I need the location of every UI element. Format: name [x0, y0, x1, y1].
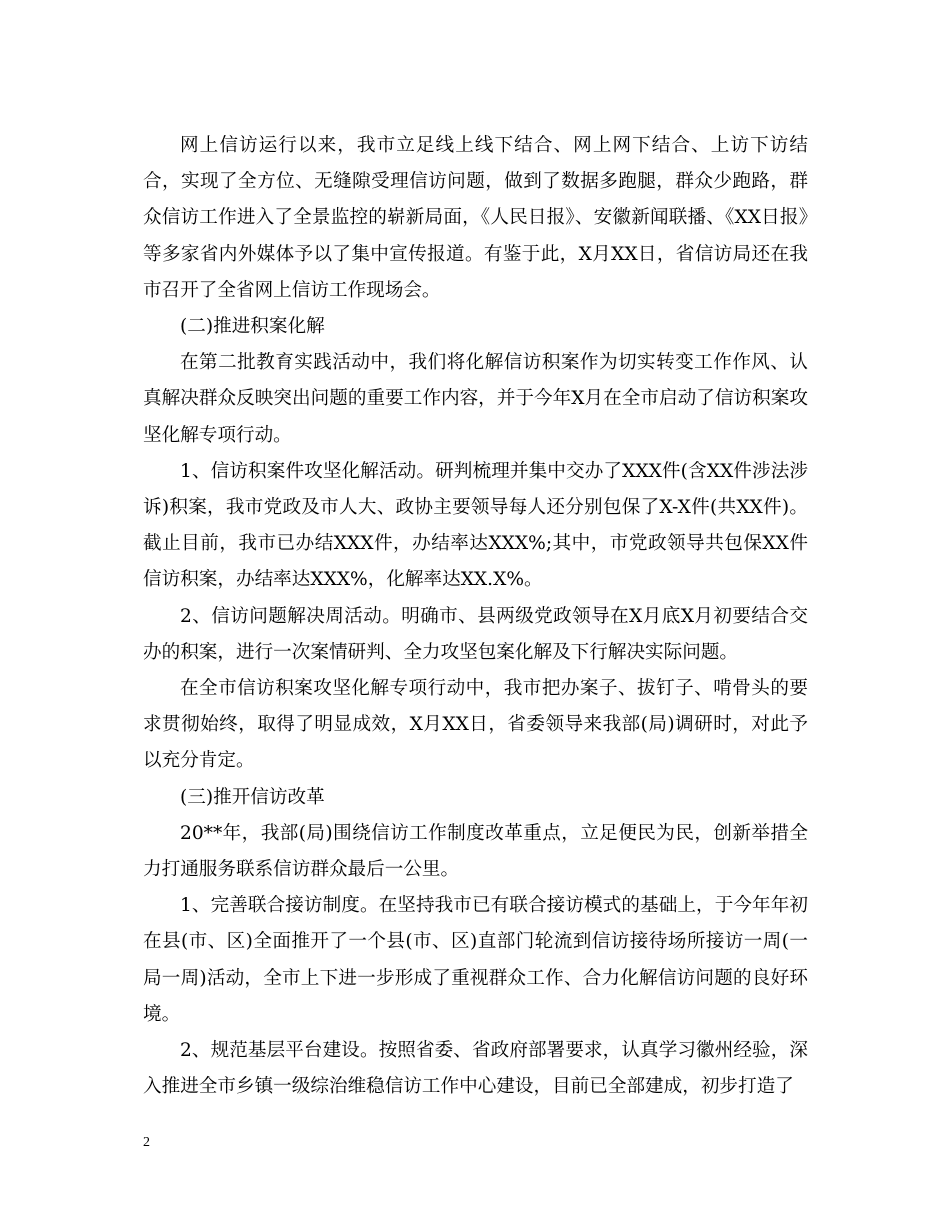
paragraph: 在全市信访积案攻坚化解专项行动中，我市把办案子、拔钉子、啃骨头的要求贯彻始终，取得了明显成效，X月XX日，省委领导来我部(局)调研时，对此予以充分肯定。: [143, 678, 808, 772]
section-heading: (二)推进积案化解: [180, 316, 325, 338]
paragraph: 20**年，我部(局)围绕信访工作制度改革重点，立足便民为民，创新举措全力打通服务联系信访群众最后一公里。: [143, 822, 808, 881]
paragraph: 在第二批教育实践活动中，我们将化解信访积案作为切实转变工作作风、认真解决群众反映突出问题的重要工作内容，并于今年X月在全市启动了信访积案攻坚化解专项行动。: [143, 352, 808, 446]
paragraph: 2、规范基层平台建设。按照省委、省政府部署要求，认真学习徽州经验，深入推进全市乡镇一级综治维稳信访工作中心建设，目前已全部建成，初步打造了: [143, 1040, 808, 1098]
page-number: 2: [143, 1135, 150, 1150]
paragraph: 1、完善联合接访制度。在坚持我市已有联合接访模式的基础上，于今年年初在县(市、区)全面推开了一个县(市、区)直部门轮流到信访接待场所接访一周(一局一周)活动，全市上下进一步形成了重视群众工作、合力化解信访问题的良好环境。: [143, 895, 808, 1025]
section-heading: (三)推开信访改革: [180, 786, 325, 808]
document-body: [143, 128, 808, 1105]
paragraph: 1、信访积案件攻坚化解活动。研判梳理并集中交办了XXX件(含XX件涉法涉诉)积案，我市党政及市人大、政协主要领导每人还分别包保了X-X件(共XX件)。截止目前，我市已办结XXX件，办结率达XXX%;其中，市党政领导共包保XX件信访积案，办结率达XXX%，化解率达XX.X%。: [143, 460, 808, 591]
paragraph: 网上信访运行以来，我市立足线上线下结合、网上网下结合、上访下访结合，实现了全方位、无缝隙受理信访问题，做到了数据多跑腿，群众少跑路，群众信访工作进入了全景监控的崭新局面，《人民日报》、安徽新闻联播、《XX日报》等多家省内外媒体予以了集中宣传报道。有鉴于此，X月XX日，省信访局还在我市召开了全省网上信访工作现场会。: [143, 135, 808, 301]
paragraph: 2、信访问题解决周活动。明确市、县两级党政领导在X月底X月初要结合交办的积案，进行一次案情研判、全力攻坚包案化解及下行解决实际问题。: [143, 605, 808, 663]
